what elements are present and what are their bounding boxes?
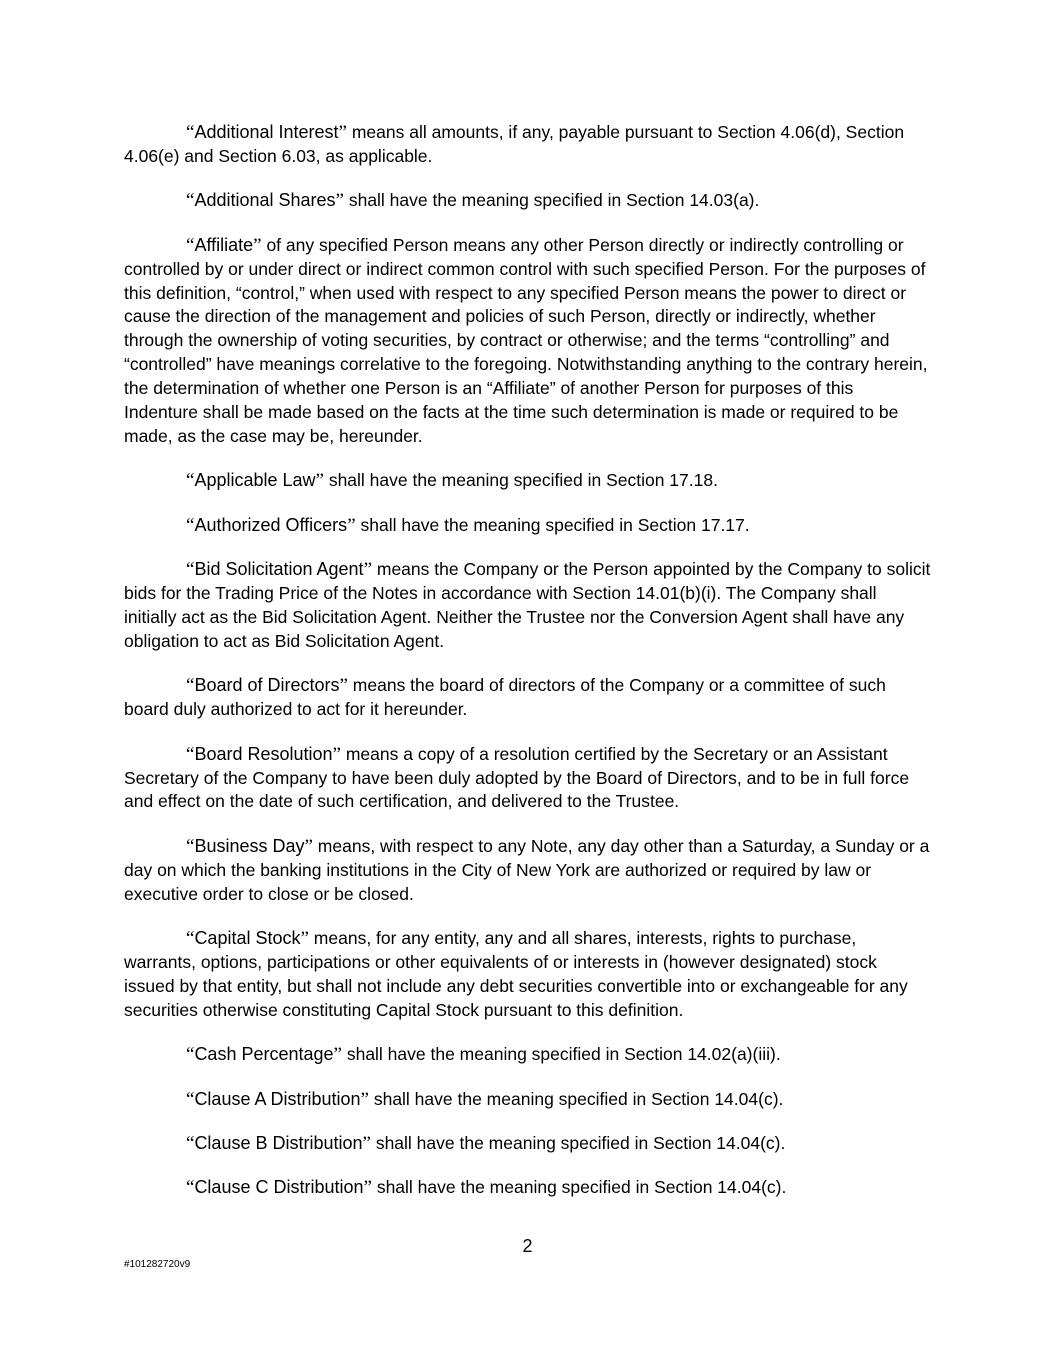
definition-clause-b-distribution: “Clause B Distribution” shall have the meaning specified in Section 14.04(c). — [186, 1133, 786, 1154]
defined-term: Bid Solicitation Agent — [194, 559, 364, 580]
definition-business-day: “Business Day” means, with respect to any Note, any day other than a Saturday, a Sunday or a day on which the banking institutions in the City of New York are authorized or required by law or executive order to close or be closed. — [124, 835, 930, 904]
definition-affiliate: “Affiliate” of any specified Person means any other Person directly or indirectly controlling or controlled by or under direct or indirect common control with such specified Person. For the purposes of this definition, “control,” when used with respect to any specified Person means the power to direct or cause the direction of the management and policies of such Person, directly or indirectly, whether through the ownership of voting securities, by contract or otherwise; and the terms “controlling” and “controlled” have meanings correlative to the foregoing. Notwithstanding anything to the contrary herein, the determination of whether one Person is an “Affiliate” of another Person for purposes of this Indenture shall be made based on the facts at the time such determination is made or required to be made, as the case may be, hereunder. — [124, 234, 928, 446]
definition-board-of-directors: “Board of Directors” means the board of directors of the Company or a committee of such board duly authorized to act for it hereunder. — [124, 675, 886, 720]
defined-term: Clause C Distribution — [194, 1177, 364, 1198]
definition-bid-solicitation-agent: “Bid Solicitation Agent” means the Company or the Person appointed by the Company to solicit bids for the Trading Price of the Notes in accordance with Section 14.01(b)(i). The Company shall initially act as the Bid Solicitation Agent. Neither the Trustee nor the Conversion Agent shall have any obligation to act as Bid Solicitation Agent. — [124, 559, 931, 651]
page-number: 2 — [522, 1236, 533, 1256]
defined-term: Capital Stock — [194, 928, 301, 949]
definition-text: shall have the meaning specified in Section 17.18. — [323, 470, 718, 491]
definition-text: means all amounts, if any, payable pursuant to Section 4.06(d), Section 4.06(e) and Section 6.03, as applicable. — [124, 122, 905, 166]
defined-term: Clause B Distribution — [194, 1133, 363, 1153]
definition-additional-shares: “Additional Shares” shall have the meaning specified in Section 14.03(a). — [186, 190, 760, 212]
definition-applicable-law: “Applicable Law” shall have the meaning specified in Section 17.18. — [186, 470, 718, 492]
definition-board-resolution: “Board Resolution” means a copy of a resolution certified by the Secretary or an Assistant Secretary of the Company to have been duly adopted by the Board of Directors, and to be in full force and effect on the date of such certification, and delivered to the Trustee. — [124, 743, 910, 812]
defined-term: Additional Shares — [194, 190, 336, 211]
definition-clause-a-distribution: “Clause A Distribution” shall have the meaning specified in Section 14.04(c). — [186, 1088, 784, 1110]
document-id: #101282720v9 — [124, 1259, 191, 1270]
definition-text: shall have the meaning specified in Section 17.17. — [355, 514, 750, 535]
definition-text: shall have the meaning specified in Section 14.02(a)(iii). — [341, 1044, 781, 1065]
definition-additional-interest: “Additional Interest” means all amounts, if any, payable pursuant to Section 4.06(d), Section 4.06(e) and Section 6.03, as applicable. — [124, 122, 905, 166]
defined-term: Board of Directors — [194, 675, 340, 696]
definition-text: means, with respect to any Note, any day other than a Saturday, a Sunday or a day on which the banking institutions in the City of New York are authorized or required by law or executive order to close or be closed. — [124, 835, 930, 904]
definition-text: means the Company or the Person appointed by the Company to solicit bids for the Trading Price of the Notes in accordance with Section 14.01(b)(i). The Company shall initially act as the Bid Solicitation Agent. Neither the Trustee nor the Conversion Agent shall have any obligation to act as Bid Solicitation Agent. — [124, 559, 931, 651]
definition-text: shall have the meaning specified in Section 14.04(c). — [370, 1133, 786, 1153]
definition-text: means a copy of a resolution certified by the Secretary or an Assistant Secretary of the Company to have been duly adopted by the Board of Directors, and to be in full force and effect on the date of such certification, and delivered to the Trustee. — [124, 743, 910, 812]
defined-term: Affiliate — [194, 234, 254, 255]
defined-term: Applicable Law — [194, 470, 316, 491]
definition-text: shall have the meaning specified in Section 14.04(c). — [368, 1088, 784, 1109]
defined-term: Authorized Officers — [194, 514, 348, 535]
definition-capital-stock: “Capital Stock” means, for any entity, any and all shares, interests, rights to purchase, warrants, options, participations or other equivalents of or interests in (however designated) stock issued by that entity, but shall not include any debt securities convertible into or exchangeable for any securities otherwise constituting Capital Stock pursuant to this definition. — [124, 928, 908, 1020]
definition-clause-c-distribution: “Clause C Distribution” shall have the meaning specified in Section 14.04(c). — [186, 1177, 787, 1199]
defined-term: Board Resolution — [194, 743, 333, 764]
definition-text: of any specified Person means any other Person directly or indirectly controlling or controlled by or under direct or indirect common control with such specified Person. For the purposes of this definition, “control,” when used with respect to any specified Person means the power to direct or cause the direction of the management and policies of such Person, directly or indirectly, whether through the ownership of voting securities, by contract or otherwise; and the terms “controlling” and “controlled” have meanings correlative to the foregoing. Notwithstanding anything to the contrary herein, the determination of whether one Person is an “Affiliate” of another Person for purposes of this Indenture shall be made based on the facts at the time such determination is made or required to be made, as the case may be, hereunder. — [124, 234, 928, 446]
document-body — [124, 121, 932, 1221]
defined-term: Cash Percentage — [194, 1044, 334, 1065]
definition-text: means, for any entity, any and all shares, interests, rights to purchase, warrants, options, participations or other equivalents of or interests in (however designated) stock issued by that entity, but shall not include any debt securities convertible into or exchangeable for any securities otherwise constituting Capital Stock pursuant to this definition. — [124, 928, 908, 1020]
definition-text: shall have the meaning specified in Section 14.04(c). — [371, 1177, 787, 1198]
definition-text: means the board of directors of the Company or a committee of such board duly authorized to act for it hereunder. — [124, 675, 886, 720]
definition-cash-percentage: “Cash Percentage” shall have the meaning specified in Section 14.02(a)(iii). — [186, 1044, 781, 1066]
defined-term: Clause A Distribution — [194, 1088, 361, 1109]
defined-term: Business Day — [194, 835, 305, 856]
definition-text: shall have the meaning specified in Section 14.03(a). — [343, 190, 760, 211]
defined-term: Additional Interest — [194, 122, 339, 142]
definition-authorized-officers: “Authorized Officers” shall have the meaning specified in Section 17.17. — [186, 514, 750, 536]
